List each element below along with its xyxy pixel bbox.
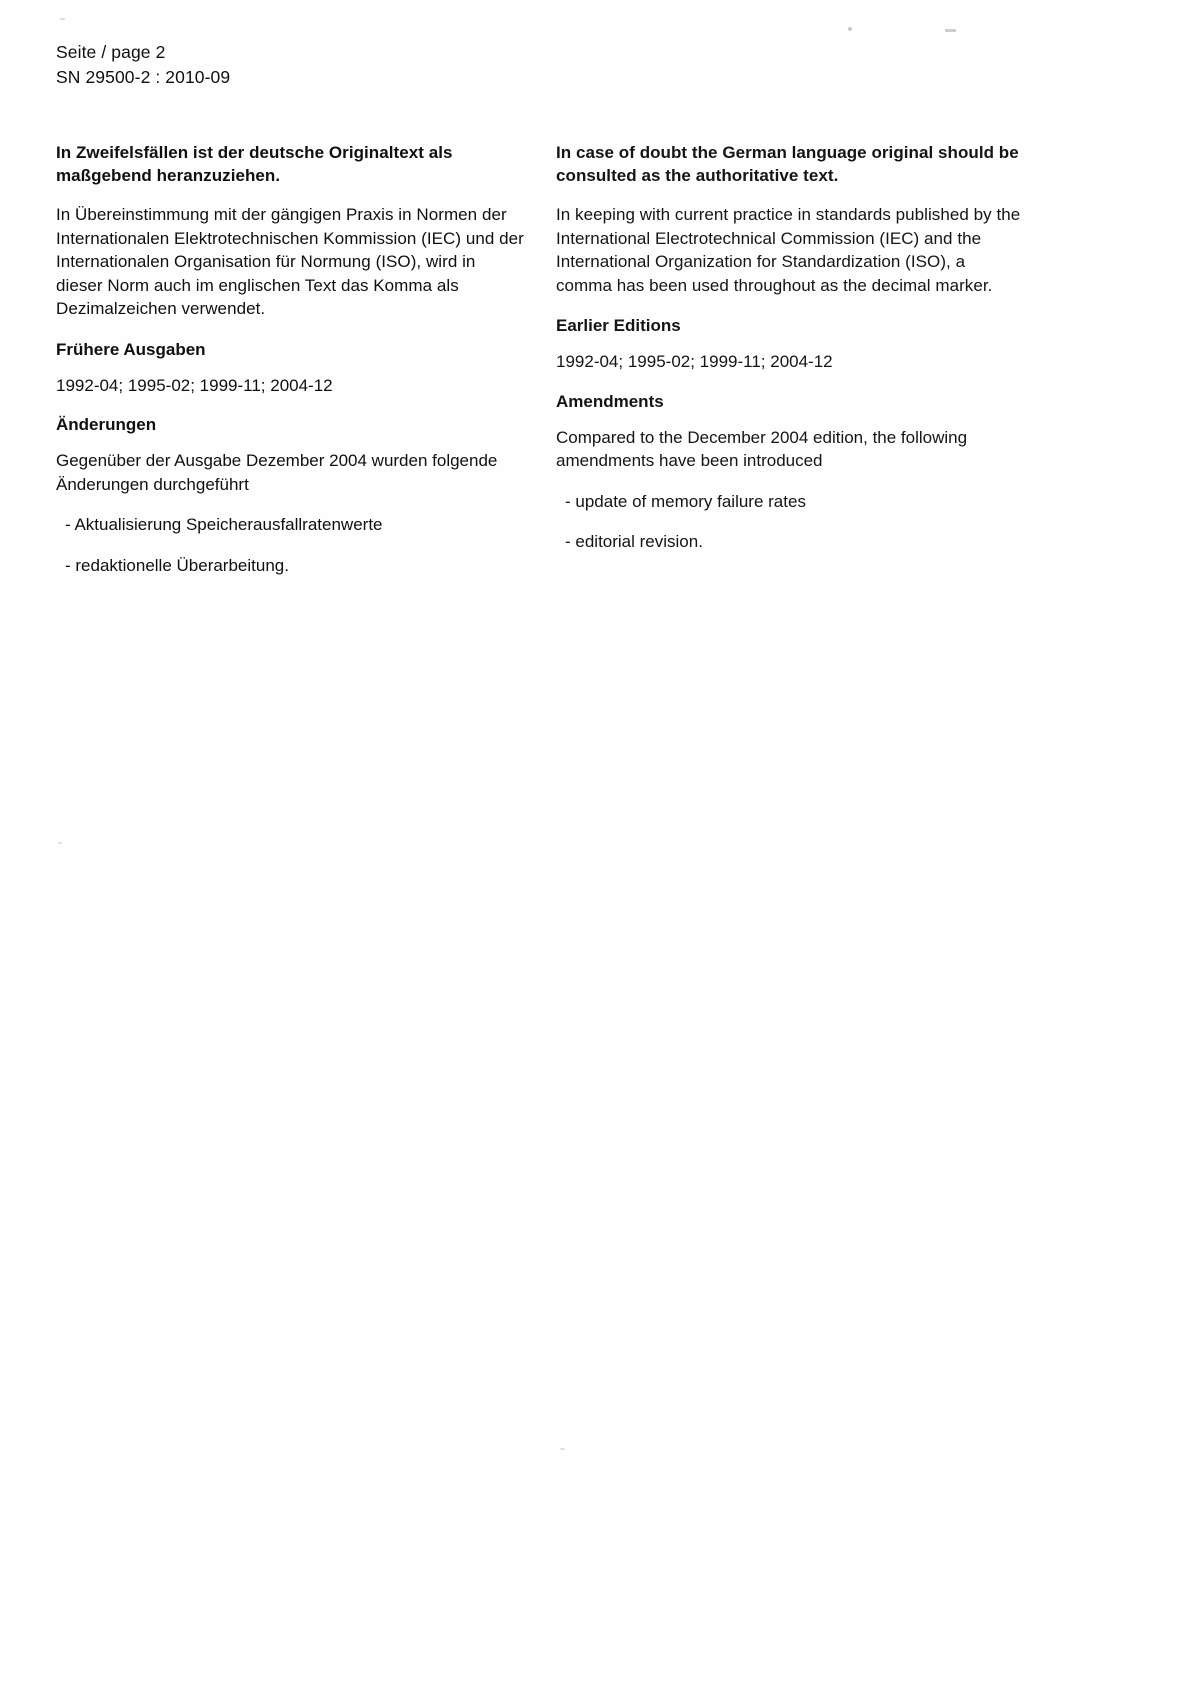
- english-earlier-editions-heading: Earlier Editions: [556, 316, 681, 335]
- list-item: - editorial revision.: [565, 532, 703, 551]
- german-earlier-editions-heading: Frühere Ausgaben: [56, 339, 206, 359]
- german-lead-note: In Zweifelsfällen ist der deutsche Originaltext als maßgebend heranzuziehen.: [56, 143, 453, 185]
- german-amendments-heading: Änderungen: [56, 415, 157, 434]
- german-column: [56, 142, 524, 594]
- bilingual-body: [56, 142, 1056, 594]
- german-intro-paragraph: In Übereinstimmung mit der gängigen Praxis in Normen der Internationalen Elektrotechnischen Kommission (IEC) und der Internationalen Organisation für Normung (ISO), wird in dieser Norm auch im englischen Text das Komma als Dezimalzeichen verwendet.: [56, 205, 524, 318]
- page-number-label: Seite / page 2: [56, 42, 166, 62]
- page-header: [56, 40, 230, 90]
- scan-speck-icon: [560, 1448, 565, 1450]
- list-item: - update of memory failure rates: [565, 491, 806, 511]
- english-lead-note: In case of doubt the German language original should be consulted as the authoritative text.: [556, 143, 1019, 185]
- scan-speck-icon: [945, 29, 956, 32]
- english-amendments-heading: Amendments: [556, 391, 664, 411]
- german-amendments-intro: Gegenüber der Ausgabe Dezember 2004 wurden folgende Änderungen durchgeführt: [56, 451, 498, 494]
- scan-speck-icon: [58, 842, 62, 844]
- german-earlier-editions-value: 1992-04; 1995-02; 1999-11; 2004-12: [56, 375, 333, 395]
- english-column: [556, 142, 1024, 594]
- scan-speck-icon: [60, 18, 65, 20]
- scan-speck-icon: [848, 27, 852, 31]
- list-item: - Aktualisierung Speicherausfallratenwerte: [65, 515, 383, 534]
- english-earlier-editions-value: 1992-04; 1995-02; 1999-11; 2004-12: [556, 352, 833, 371]
- english-intro-paragraph: In keeping with current practice in standards published by the International Electrotechnical Commission (IEC) and the International Organization for Standardization (ISO), a comma has been used throughout as the decimal marker.: [556, 205, 1021, 295]
- standard-reference-label: SN 29500-2 : 2010-09: [56, 67, 231, 87]
- list-item: - redaktionelle Überarbeitung.: [65, 555, 289, 575]
- english-amendments-intro: Compared to the December 2004 edition, the following amendments have been introduced: [556, 427, 968, 470]
